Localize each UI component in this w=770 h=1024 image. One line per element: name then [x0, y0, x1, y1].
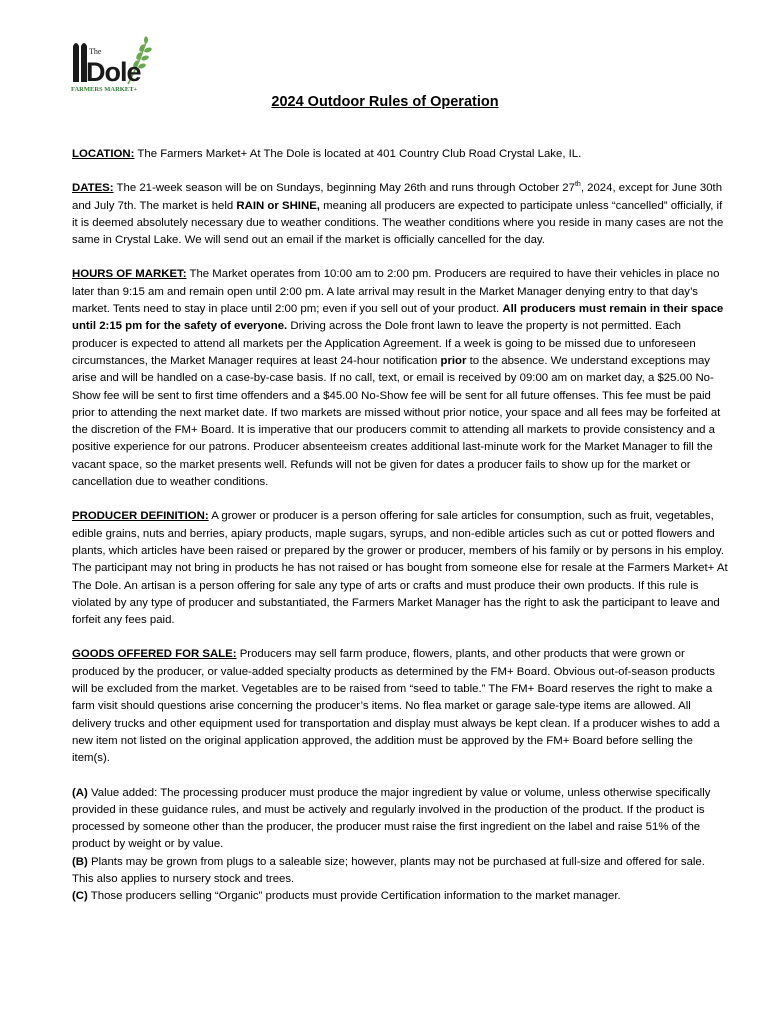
item-c-text: Those producers selling “Organic” products must provide Certification information to the market manager. — [87, 890, 621, 903]
item-c-label: (C) — [72, 890, 88, 903]
list-item — [72, 854, 728, 889]
item-a-text: Value added: The processing producer must produce the major ingredient by value or volume, unless otherwise specifically provided in these guidance rules, and must be actively and regularly involved in the production of the product. If the product is processed by someone other than the producer, the producer must raise the first ingredient on the label and raise 51% of the product by weight or by value. — [72, 786, 711, 851]
logo-small-text: The — [89, 47, 102, 56]
item-b-text: Plants may be grown from plugs to a saleable size; however, plants may not be purchased at full-size and offered for sale. This also applies to nursery stock and trees. — [72, 855, 705, 885]
dates-heading: DATES: — [72, 182, 114, 195]
list-item — [72, 785, 728, 854]
producer-section — [72, 508, 728, 629]
producer-heading: PRODUCER DEFINITION: — [72, 510, 209, 523]
location-section — [72, 146, 728, 163]
hours-bold-prior: prior — [440, 354, 467, 367]
producer-text: A grower or producer is a person offering for sale articles for consumption, such as fruit, vegetables, edible grains, nuts and berries, apiary products, maple sugars, syrups, and non-edible articles such as cut or potted flowers and plants, which articles have been raised or prepared by the grower or producer, members of his family or by persons in his employ. The participant may not bring in products he has not raised or has bought from someone else for resale at the Farmers Market+ At The Dole. An artisan is a person offering for sale any type of arts or crafts and must produce their own products. If this rule is violated by any type of producer and substantiated, the Farmers Market Manager has the right to ask the participant to leave and forfeit any fees paid. — [72, 510, 728, 627]
document-body — [72, 146, 728, 906]
hours-bold: All producers must remain in their space until 2:15 pm for the safety of everyone. — [72, 303, 724, 333]
dole-logo — [70, 36, 160, 94]
hours-text-2: Driving across the Dole front lawn to leave the property is not permitted. Each producer is expected to attend all markets per the Application Agreement. If a week is going to be missed due to unforeseen circumstances, the Market Manager requires at least 24-hour notification — [72, 320, 696, 367]
item-a-label: (A) — [72, 786, 88, 799]
dates-text-2: , 2024, except for June 30th and July 7th. The market is held — [72, 182, 723, 212]
hours-text-3: to the absence. We understand exceptions may arise and will be handled on a case-by-case basis. If no call, text, or email is received by 09:00 am on market day, a $25.00 No-Show fee will be sent to first time offenders and a $45.00 No-Show fee will be sent for all future offenses. This fee must be paid prior to attending the next market date. If two markets are missed without prior notice, your space and all fees may be forfeited at the discretion of the FM+ Board. It is imperative that our producers commit to attending all markets to provide consistency and a positive experience for our patrons. Producer absenteeism creates additional last-minute work for the Market Manager to fill the vacant space, so the market presents well. Refunds will not be given for dates a producer fails to show up for the market or cancellation due to weather conditions. — [72, 354, 721, 489]
goods-section — [72, 646, 728, 767]
item-b-label: (B) — [72, 855, 88, 868]
wheat-icon — [70, 36, 160, 94]
hours-section — [72, 266, 728, 491]
location-text: The Farmers Market+ At The Dole is located at 401 Country Club Road Crystal Lake, IL. — [134, 148, 582, 160]
logo-brand: Dole — [86, 57, 141, 87]
hours-text-1: The Market operates from 10:00 am to 2:00 pm. Producers are required to have their vehicles in place no later than 9:15 am and remain open until 2:00 pm. A late arrival may result in the Market Manager denying entry to that day’s market. Tents need to stay in place until 2:00 pm; even if you sell out of your product. — [72, 268, 720, 316]
hours-heading: HOURS OF MARKET: — [72, 268, 187, 281]
logo-subtitle: FARMERS MARKET+ — [71, 86, 138, 93]
goods-text: Producers may sell farm produce, flowers, plants, and other products that were grown or produced by the producer, or value-added specialty products as determined by the FM+ Board. Obvious out-of-season products will be excluded from the market. Vegetables are to be raised from “seed to table.” The FM+ Board reserves the right to make a farm visit should questions arise concerning the producer’s items. No flea market or garage sale-type items are allowed. All delivery trucks and other equipment used for transportation and display must always be kept clean. If a producer wishes to add a new item not listed on the original application approved, the addition must be approved by the FM+ Board before selling the item(s). — [72, 648, 720, 765]
dates-bold: RAIN or SHINE, — [236, 199, 320, 212]
dates-text-3: meaning all producers are expected to participate unless “cancelled” officially, if it is deemed absolutely necessary due to weather conditions. The weather conditions where you reside in many cases are not the same in Crystal Lake. We will send out an email if the market is officially cancelled for the day. — [72, 199, 724, 247]
dates-text-1: The 21-week season will be on Sundays, beginning May 26th and runs through October 27 — [113, 182, 575, 195]
dates-sup: th — [574, 181, 581, 189]
page-title: 2024 Outdoor Rules of Operation — [271, 94, 499, 110]
location-heading: LOCATION: — [72, 148, 135, 160]
goods-heading: GOODS OFFERED FOR SALE: — [72, 648, 237, 661]
dates-section — [72, 180, 728, 249]
list-item — [72, 888, 728, 905]
